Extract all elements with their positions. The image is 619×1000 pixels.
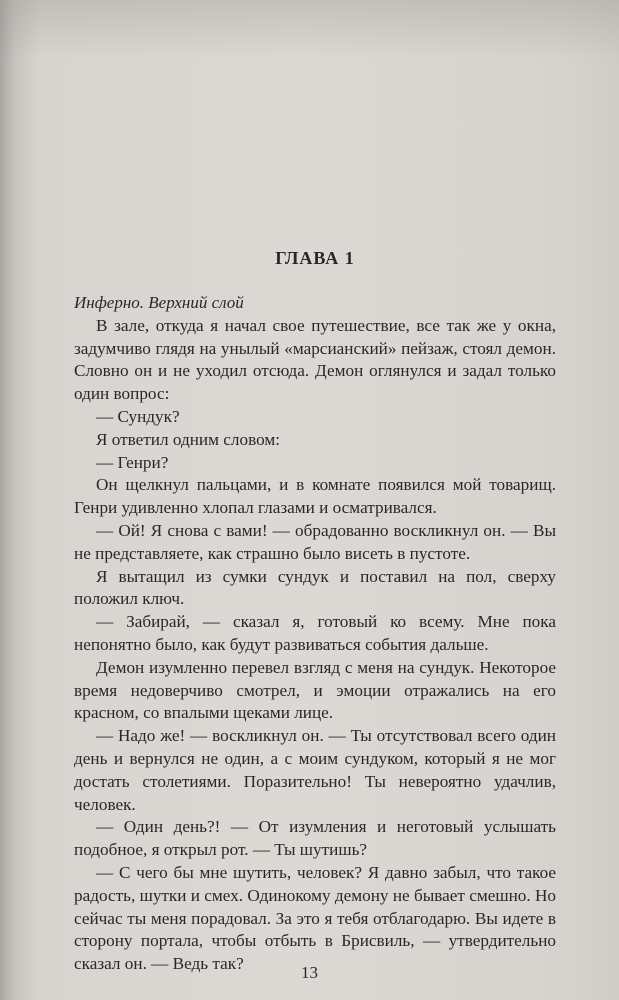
paragraph: — Ой! Я снова с вами! — обрадованно воскликнул он. — Вы не представляете, как страшно было висеть в пустоте.	[74, 520, 556, 563]
paragraph: — С чего бы мне шутить, человек? Я давно забыл, что такое радость, шутки и смех. Одинокому демону не бывает смешно. Но сейчас ты меня порадовал. За это я тебя отблагодарю. Вы идете в сторону портала, чтобы отбыть в Брисвиль, — утвердительно сказал он. — Ведь так?	[74, 862, 556, 974]
chapter-title: ГЛАВА 1	[275, 248, 355, 268]
paragraph: — Один день?! — От изумления и неготовый услышать подобное, я открыл рот. — Ты шутишь?	[74, 817, 556, 860]
paragraph: — Сундук?	[96, 406, 180, 426]
page-number: 13	[301, 963, 318, 982]
paragraph: Демон изумленно перевел взгляд с меня на сундук. Некоторое время недоверчиво смотрел, и эмоции отражались на его красном, со впалыми щеками лице.	[74, 657, 556, 723]
paragraph: Я вытащил из сумки сундук и поставил на пол, сверху положил ключ.	[74, 566, 556, 609]
paragraph: — Генри?	[96, 452, 169, 472]
page-shadow	[0, 0, 619, 60]
paragraph: Я ответил одним словом:	[96, 429, 280, 449]
paragraph: Он щелкнул пальцами, и в комнате появился мой товарищ. Генри удивленно хлопал глазами и осматривался.	[74, 475, 556, 518]
chapter-subtitle: Инферно. Верхний слой	[74, 293, 244, 312]
paragraph: В зале, откуда я начал свое путешествие, все так же у окна, задумчиво глядя на унылый «марсианский» пейзаж, стоял демон. Словно он и не уходил отсюда. Демон оглянулся и задал только один вопрос:	[74, 315, 556, 404]
paragraph: — Надо же! — воскликнул он. — Ты отсутствовал всего один день и вернулся не один, а с моим сундуком, который я не мог достать столетиями. Поразительно! Ты невероятно удачлив, человек.	[74, 726, 556, 814]
chapter-text	[74, 246, 556, 976]
paragraph: — Забирай, — сказал я, готовый ко всему. Мне пока непонятно было, как будут развиваться события дальше.	[74, 612, 556, 654]
